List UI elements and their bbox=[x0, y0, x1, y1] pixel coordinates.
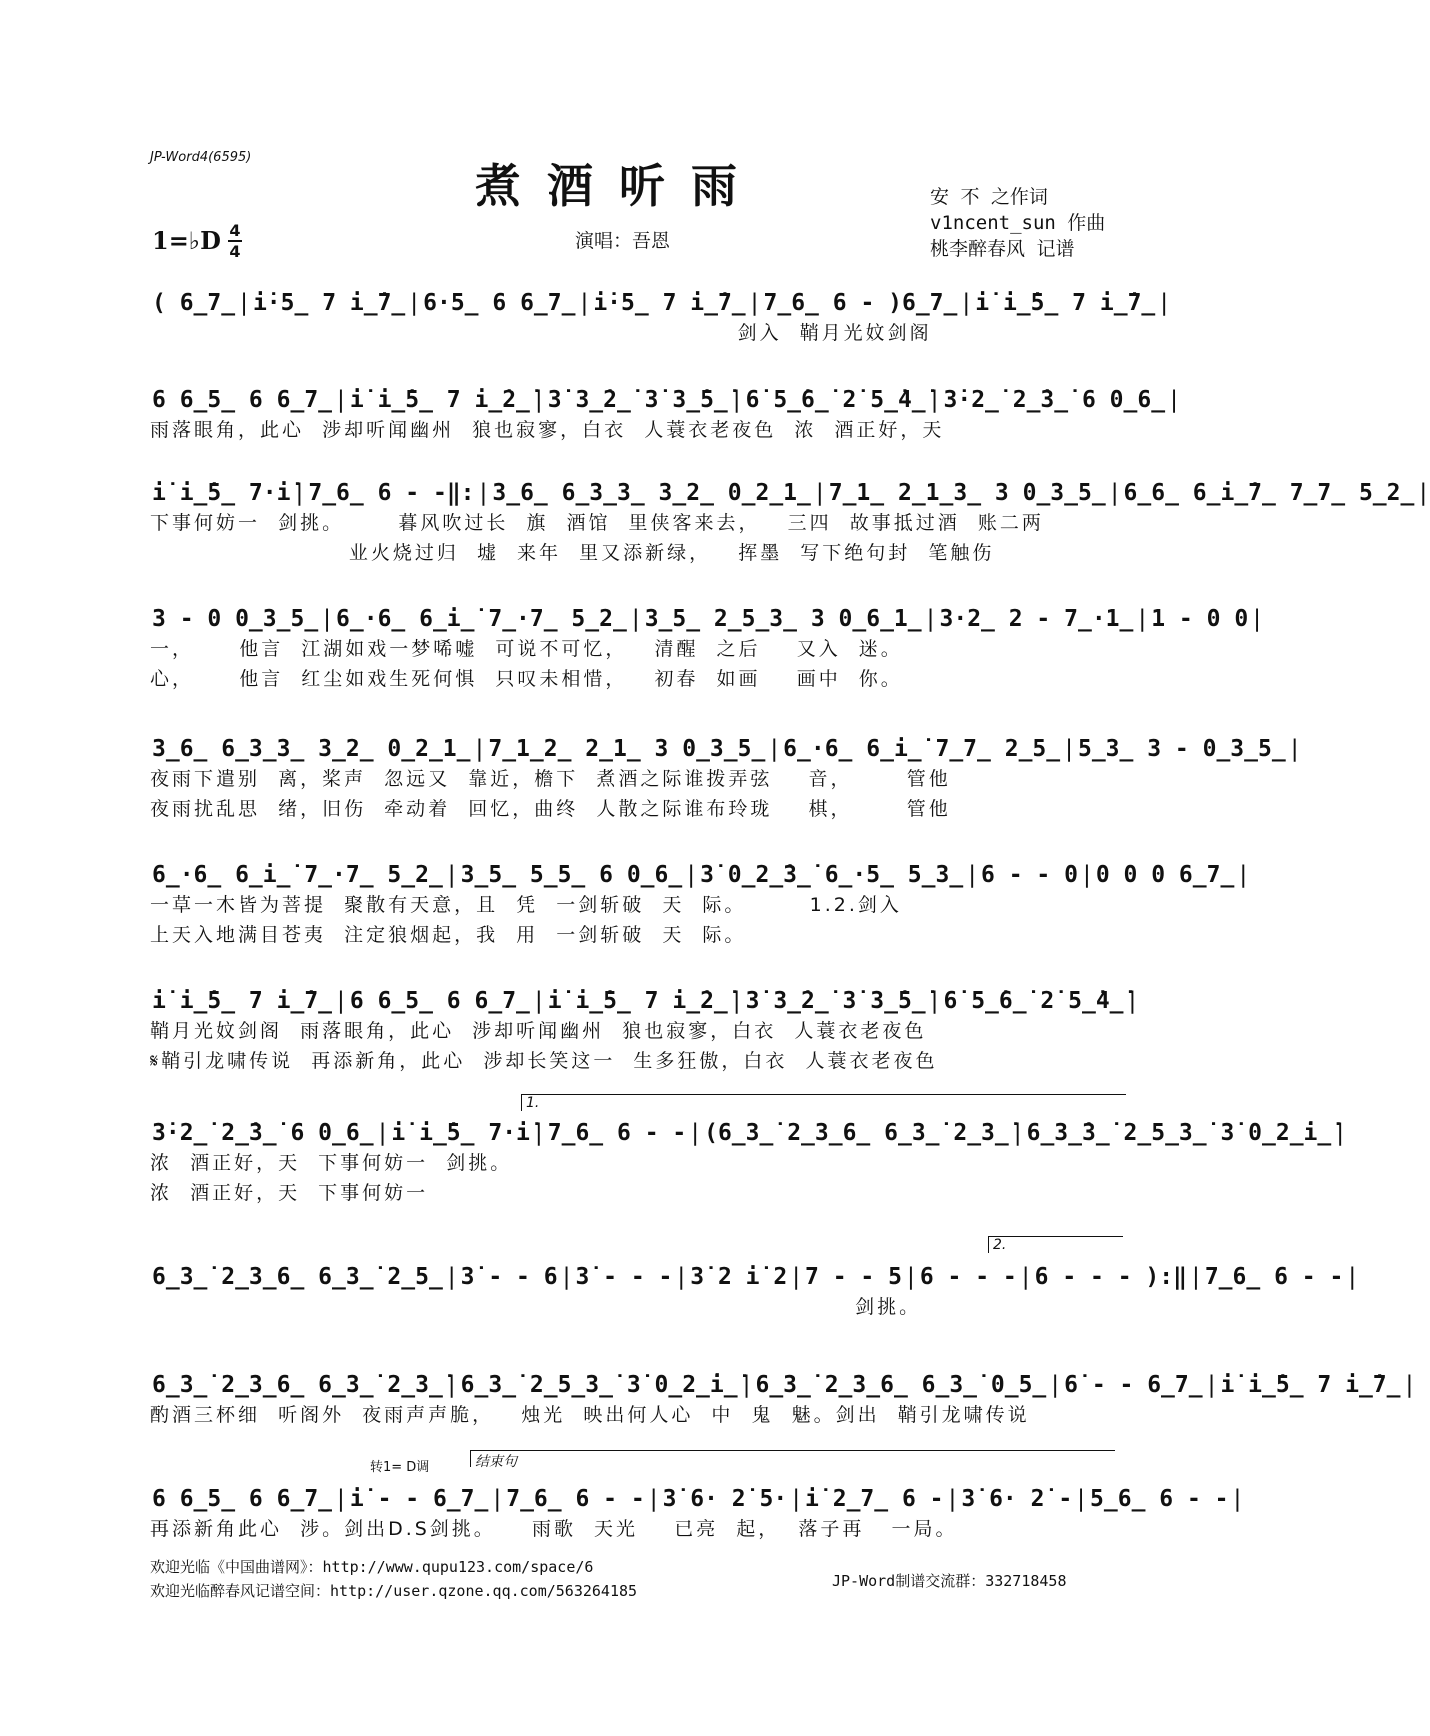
barline: | bbox=[1157, 290, 1172, 316]
barline: | bbox=[945, 1486, 960, 1512]
barline: | bbox=[729, 387, 744, 413]
barline: | bbox=[334, 988, 348, 1014]
barline: | bbox=[812, 480, 827, 506]
barline: | bbox=[789, 1486, 804, 1512]
measure: 3̲6̲ 6̲3̲3̲ 3̲2̲ 0̲2̲1̲ bbox=[492, 480, 811, 506]
measure: i̇ i̲̇5̲ 7 i̲̇2̲̇ bbox=[349, 387, 530, 413]
measure: 7 - - 5 bbox=[805, 1264, 902, 1290]
measure: 6 - - 0 bbox=[981, 862, 1078, 888]
measure: 3 - 0 0̲3̲5̲ bbox=[152, 606, 319, 632]
barline: | bbox=[959, 290, 974, 316]
lyric-line-1: 酌酒三杯细 听阁外 夜雨声声脆， 烛光 映出何人心 中 鬼 魅。剑出 鞘引龙啸传说 bbox=[150, 1404, 1030, 1426]
volta-second-label: 2. bbox=[993, 1237, 1007, 1253]
measure: i̇ i̲̇5̲ 7·i̇ bbox=[152, 480, 291, 506]
barline: | bbox=[965, 862, 980, 888]
barline: | bbox=[729, 988, 744, 1014]
measure: 7̲1̲2̲ 2̲1̲ 3 0̲3̲5̲ bbox=[488, 736, 766, 762]
lyric-line-2: 浓 酒正好，天 下事何妨一 bbox=[150, 1182, 429, 1204]
barline: | bbox=[375, 1120, 390, 1146]
lyric-line-1: 剑入 鞘月光妏剑阁 bbox=[150, 322, 932, 344]
score-system-4 bbox=[150, 604, 1265, 694]
transcriber-credit: 桃李醉春风 记谱 bbox=[930, 238, 1075, 260]
composer-credit: v1ncent_sun 作曲 bbox=[930, 212, 1106, 234]
measure: 6̲3̲̇ 2̲5̲3̲̇ 3̇ 0̲2̲̇i̲̇ bbox=[460, 1372, 738, 1398]
barline: | bbox=[237, 290, 251, 316]
measure: 7̲6̲ 6 - - bbox=[506, 1486, 645, 1512]
lyric-line-1: 雨落眼角，此心 涉却听闻幽州 狼也寂寥，白衣 人蓑衣老夜色 浓 酒正好，天 bbox=[150, 419, 945, 441]
measure: 6̲6̲ 6̲i̲̇7̲ 7̲7̲ 5̲2̲ bbox=[1123, 480, 1415, 506]
volta-first-ending bbox=[521, 1094, 1126, 1111]
notes-row bbox=[150, 604, 1265, 634]
notes-row bbox=[150, 986, 1140, 1016]
lyric-line-2: 上天入地满目苍夷 注定狼烟起，我 用 一剑斩破 天 际。 bbox=[150, 924, 747, 946]
barline: | bbox=[1018, 1264, 1033, 1290]
score-system-11 bbox=[150, 1484, 1245, 1544]
lyricist-credit: 安 不 之作词 bbox=[930, 186, 1048, 208]
lyric-line-1: 下事何妨一 剑挑。 暮风吹过长 旗 酒馆 里侠客来去， 三四 故事抵过酒 账二两 bbox=[150, 512, 1044, 534]
measure: 6·5̲ 6 6̲7̲ bbox=[423, 290, 576, 316]
barline: | bbox=[1074, 1486, 1089, 1512]
time-signature bbox=[228, 222, 242, 260]
notes-row bbox=[150, 385, 1181, 415]
barline: | bbox=[923, 606, 938, 632]
notes-row bbox=[150, 1118, 1348, 1148]
measure: 3̲5̲ 5̲5̲ 6 0̲6̲ bbox=[460, 862, 683, 888]
notes-row bbox=[150, 1370, 1417, 1400]
measure: 6 6̲5̲ 6 6̲7̲ bbox=[152, 387, 333, 413]
key-signature: 1=♭D bbox=[152, 226, 221, 255]
score-system-8 bbox=[150, 1118, 1348, 1208]
score-system-5 bbox=[150, 734, 1302, 824]
lyric-line-1: 浓 酒正好，天 下事何妨一 剑挑。 bbox=[150, 1152, 513, 1174]
barline: | bbox=[747, 290, 762, 316]
lyric-line-1: 鞘月光妏剑阁 雨落眼角，此心 涉却听闻幽州 狼也寂寥，白衣 人蓑衣老夜色 bbox=[150, 1020, 927, 1042]
lyric-line-2: 心， 他言 红尘如戏生死何惧 只叹未相惜， 初春 如画 画中 你。 bbox=[150, 668, 903, 690]
barline: | bbox=[767, 736, 782, 762]
score-system-7 bbox=[150, 986, 1140, 1076]
measure: 3̇ 3̲̇2̲̇ 3̇ 3̲̇5̲̇ bbox=[547, 387, 728, 413]
notes-row bbox=[150, 860, 1251, 890]
measure: i̇·5̲ 7 i̲̇7̲ bbox=[252, 290, 406, 316]
measure: 3̇ 6· 2̇ - bbox=[961, 1486, 1073, 1512]
barline: | bbox=[1125, 988, 1140, 1014]
barline: | bbox=[577, 290, 592, 316]
barline: | bbox=[1250, 606, 1265, 632]
measure: i̇ i̲̇5̲ 7 i̲̇7̲ bbox=[152, 988, 333, 1014]
barline: | bbox=[476, 480, 491, 506]
score-system-2 bbox=[150, 385, 1181, 445]
measure: 6̲·6̲ 6̲i̲̇ 7̲·7̲ 5̲2̲ bbox=[336, 606, 627, 632]
software-label: JP-Word4(6595) bbox=[150, 150, 252, 165]
notes-row bbox=[150, 1484, 1245, 1514]
barline: | bbox=[444, 1264, 459, 1290]
measure: i̇ i̲̇5̲ 7 i̲̇7̲ bbox=[1220, 1372, 1401, 1398]
measure: i̇ 2̲7̲ 6 - bbox=[805, 1486, 944, 1512]
time-signature-top: 4 bbox=[229, 221, 241, 240]
footer-link-2: 欢迎光临醉春风记谱空间：http://user.qzone.qq.com/563264185 bbox=[150, 1582, 638, 1600]
barline: | bbox=[1345, 1264, 1360, 1290]
measure: i̇ i̲̇5̲ 7 i̲̇7̲ bbox=[975, 290, 1156, 316]
barline: | bbox=[739, 1372, 754, 1398]
barline: | bbox=[1079, 862, 1094, 888]
lyric-line-2: 𝄋鞘引龙啸传说 再添新角，此心 涉却长笑这一 生多狂傲，白衣 人蓑衣老夜色 bbox=[150, 1050, 938, 1072]
volta-first-label: 1. bbox=[526, 1095, 540, 1111]
barline: | bbox=[927, 387, 942, 413]
measure: 1 - 0 0 bbox=[1151, 606, 1249, 632]
measure: 6 6̲5̲ 6 6̲7̲ bbox=[349, 988, 530, 1014]
measure: 3̇·2̲̇ 2̲̇3̲̇ 6 0̲6̲ bbox=[943, 387, 1166, 413]
score-system-10 bbox=[150, 1370, 1417, 1430]
measure: 6̲3̲̇ 2̲3̲6̲ 6̲3̲̇ 2̲3̲̇ bbox=[152, 1372, 443, 1398]
measure: 7̲1̲ 2̲1̲3̲ 3 0̲3̲5̲ bbox=[828, 480, 1106, 506]
barline: | bbox=[1135, 606, 1150, 632]
measure: i̇ i̲̇5̲ 7·i̇ bbox=[391, 1120, 530, 1146]
score-system-6 bbox=[150, 860, 1251, 950]
notes-row bbox=[150, 1262, 1360, 1292]
barline: | bbox=[1167, 387, 1181, 413]
barline: | bbox=[444, 1372, 459, 1398]
measure: 6̲3̲̇ 2̲3̲6̲ 6̲3̲̇ 2̲5̲ bbox=[152, 1264, 443, 1290]
barline: | bbox=[628, 606, 643, 632]
measure: 3̇·2̲̇ 2̲̇3̲̇ 6 0̲6̲ bbox=[152, 1120, 374, 1146]
measure: 6̇ 5̲̇6̲̇ 2̇ 5̲̇4̲̇ bbox=[745, 387, 926, 413]
lyric-line-1: 一， 他言 江湖如戏一梦唏嘘 可说不可忆， 清醒 之后 又入 迷。 bbox=[150, 638, 903, 660]
song-title: 煮酒听雨 bbox=[475, 159, 763, 213]
measure: 6̇ - - 6̲7̲ bbox=[1064, 1372, 1203, 1398]
lyric-line-2: 夜雨扰乱思 绪，旧伤 牵动着 回忆，曲终 人散之际谁布玲珑 棋， 管他 bbox=[150, 798, 951, 820]
barline: | bbox=[1188, 1264, 1203, 1290]
barline: | bbox=[1010, 1120, 1025, 1146]
measure: 3̇ 3̲̇2̲̇ 3̇ 3̲̇5̲̇ bbox=[745, 988, 926, 1014]
barline: | bbox=[531, 1120, 546, 1146]
score-system-9 bbox=[150, 1262, 1360, 1322]
footer-link-1: 欢迎光临《中国曲谱网》：http://www.qupu123.com/space/6 bbox=[150, 1558, 594, 1576]
measure: 6̲·6̲ 6̲i̲̇ 7̲·7̲ 5̲2̲ bbox=[152, 862, 443, 888]
barline: | bbox=[1107, 480, 1122, 506]
barline: | bbox=[1287, 736, 1302, 762]
measure: 5̲6̲ 6 - - bbox=[1090, 1486, 1229, 1512]
barline: | bbox=[531, 387, 546, 413]
barline: | bbox=[674, 1264, 689, 1290]
measure: 3̇ 2 i̇ 2 bbox=[690, 1264, 788, 1290]
barline: | bbox=[1230, 1486, 1245, 1512]
measure: i̇ - - 6̲7̲ bbox=[349, 1486, 489, 1512]
barline: | bbox=[927, 988, 942, 1014]
measure: 6 - - - ):‖ bbox=[1034, 1264, 1187, 1290]
barline: | bbox=[444, 862, 459, 888]
measure: i̇ i̲̇5̲ 7 i̲̇2̲̇ bbox=[547, 988, 728, 1014]
lyric-line-1: 一草一木皆为菩提 聚散有天意，且 凭 一剑斩破 天 际。 1.2.剑入 bbox=[150, 894, 902, 916]
barline: | bbox=[684, 862, 699, 888]
coda-bracket bbox=[470, 1450, 1115, 1470]
measure: 3̇ - - - bbox=[575, 1264, 673, 1290]
barline: | bbox=[334, 387, 348, 413]
measure: 3̇ - - 6 bbox=[460, 1264, 558, 1290]
notes-row bbox=[150, 478, 1430, 508]
measure: 3̲6̲ 6̲3̲3̲ 3̲2̲ 0̲2̲1̲ bbox=[152, 736, 471, 762]
measure: 3̇ 0̲2̲̇3̲̇ 6̲·5̲ 5̲3̲ bbox=[700, 862, 964, 888]
barline: | bbox=[1236, 862, 1251, 888]
barline: | bbox=[320, 606, 335, 632]
measure: 6̇ 5̲̇6̲̇ 2̇ 5̲̇4̲̇ bbox=[943, 988, 1124, 1014]
measure: 3·2̲ 2 - 7̲·1̲ bbox=[939, 606, 1134, 632]
barline: | bbox=[1048, 1372, 1063, 1398]
lyric-line-1: 剑挑。 bbox=[150, 1296, 922, 1318]
footer-qq-group: JP-Word制谱交流群：332718458 bbox=[832, 1572, 1067, 1590]
barline: | bbox=[1333, 1120, 1348, 1146]
barline: | bbox=[1416, 480, 1430, 506]
barline: | bbox=[1204, 1372, 1219, 1398]
barline: | bbox=[334, 1486, 348, 1512]
measure: i̇·5̲ 7 i̲̇7̲ bbox=[593, 290, 746, 316]
measure: (6̲3̲̇ 2̲3̲6̲ 6̲3̲̇ 2̲3̲̇ bbox=[704, 1120, 1009, 1146]
barline: | bbox=[559, 1264, 574, 1290]
barline: | bbox=[490, 1486, 505, 1512]
score-system-1 bbox=[150, 288, 1172, 348]
measure: 6 6̲5̲ 6 6̲7̲ bbox=[152, 1486, 333, 1512]
measure: 3̇ 6· 2̇ 5· bbox=[662, 1486, 788, 1512]
notes-row bbox=[150, 734, 1302, 764]
singer-credit: 演唱：吾恩 bbox=[575, 230, 671, 252]
volta-second-ending bbox=[988, 1236, 1123, 1253]
barline: | bbox=[292, 480, 307, 506]
measure: 3̲5̲ 2̲5̲3̲ 3 0̲6̲1̲ bbox=[644, 606, 922, 632]
measure: 7̲6̲ 6 - - bbox=[547, 1120, 687, 1146]
measure: 6̲3̲̇3̲̇ 2̲5̲3̲̇ 3̇ 0̲2̲̇i̲̇ bbox=[1026, 1120, 1332, 1146]
barline: | bbox=[407, 290, 422, 316]
coda-label: 结束句 bbox=[475, 1454, 517, 1470]
barline: | bbox=[789, 1264, 804, 1290]
barline: | bbox=[472, 736, 487, 762]
lyric-line-2: 业火烧过归 墟 来年 里又添新绿， 挥墨 写下绝句封 笔触伤 bbox=[150, 542, 995, 564]
barline: | bbox=[531, 988, 546, 1014]
measure: 7̲6̲ 6 - )6̲7̲ bbox=[763, 290, 958, 316]
measure: ( 6̲7̲ bbox=[152, 290, 236, 316]
time-signature-bottom: 4 bbox=[229, 242, 241, 261]
notes-row bbox=[150, 288, 1172, 318]
barline: | bbox=[903, 1264, 918, 1290]
measure: 6 - - - bbox=[919, 1264, 1017, 1290]
barline: | bbox=[1402, 1372, 1417, 1398]
measure: 7̲6̲ 6 - -‖: bbox=[308, 480, 475, 506]
score-system-3 bbox=[150, 478, 1430, 568]
lyric-line-1: 再添新角此心 涉。剑出D.S剑挑。 雨歌 天光 已亮 起， 落子再 一局。 bbox=[150, 1518, 958, 1540]
measure: 5̲3̲ 3 - 0̲3̲5̲ bbox=[1077, 736, 1286, 762]
measure: 0 0 0 6̲7̲ bbox=[1095, 862, 1235, 888]
barline: | bbox=[1062, 736, 1076, 762]
measure: 6̲·6̲ 6̲i̲̇ 7̲7̲ 2̲5̲ bbox=[783, 736, 1061, 762]
measure: 6̲3̲̇ 2̲3̲6̲ 6̲3̲̇ 0̲5̲ bbox=[755, 1372, 1047, 1398]
measure: 7̲6̲ 6 - - bbox=[1204, 1264, 1344, 1290]
modulation-label: 转1= D调 bbox=[370, 1460, 430, 1475]
lyric-line-1: 夜雨下遣别 离，桨声 忽远又 靠近，檐下 煮酒之际谁拨弄弦 音， 管他 bbox=[150, 768, 951, 790]
barline: | bbox=[646, 1486, 661, 1512]
barline: | bbox=[688, 1120, 703, 1146]
